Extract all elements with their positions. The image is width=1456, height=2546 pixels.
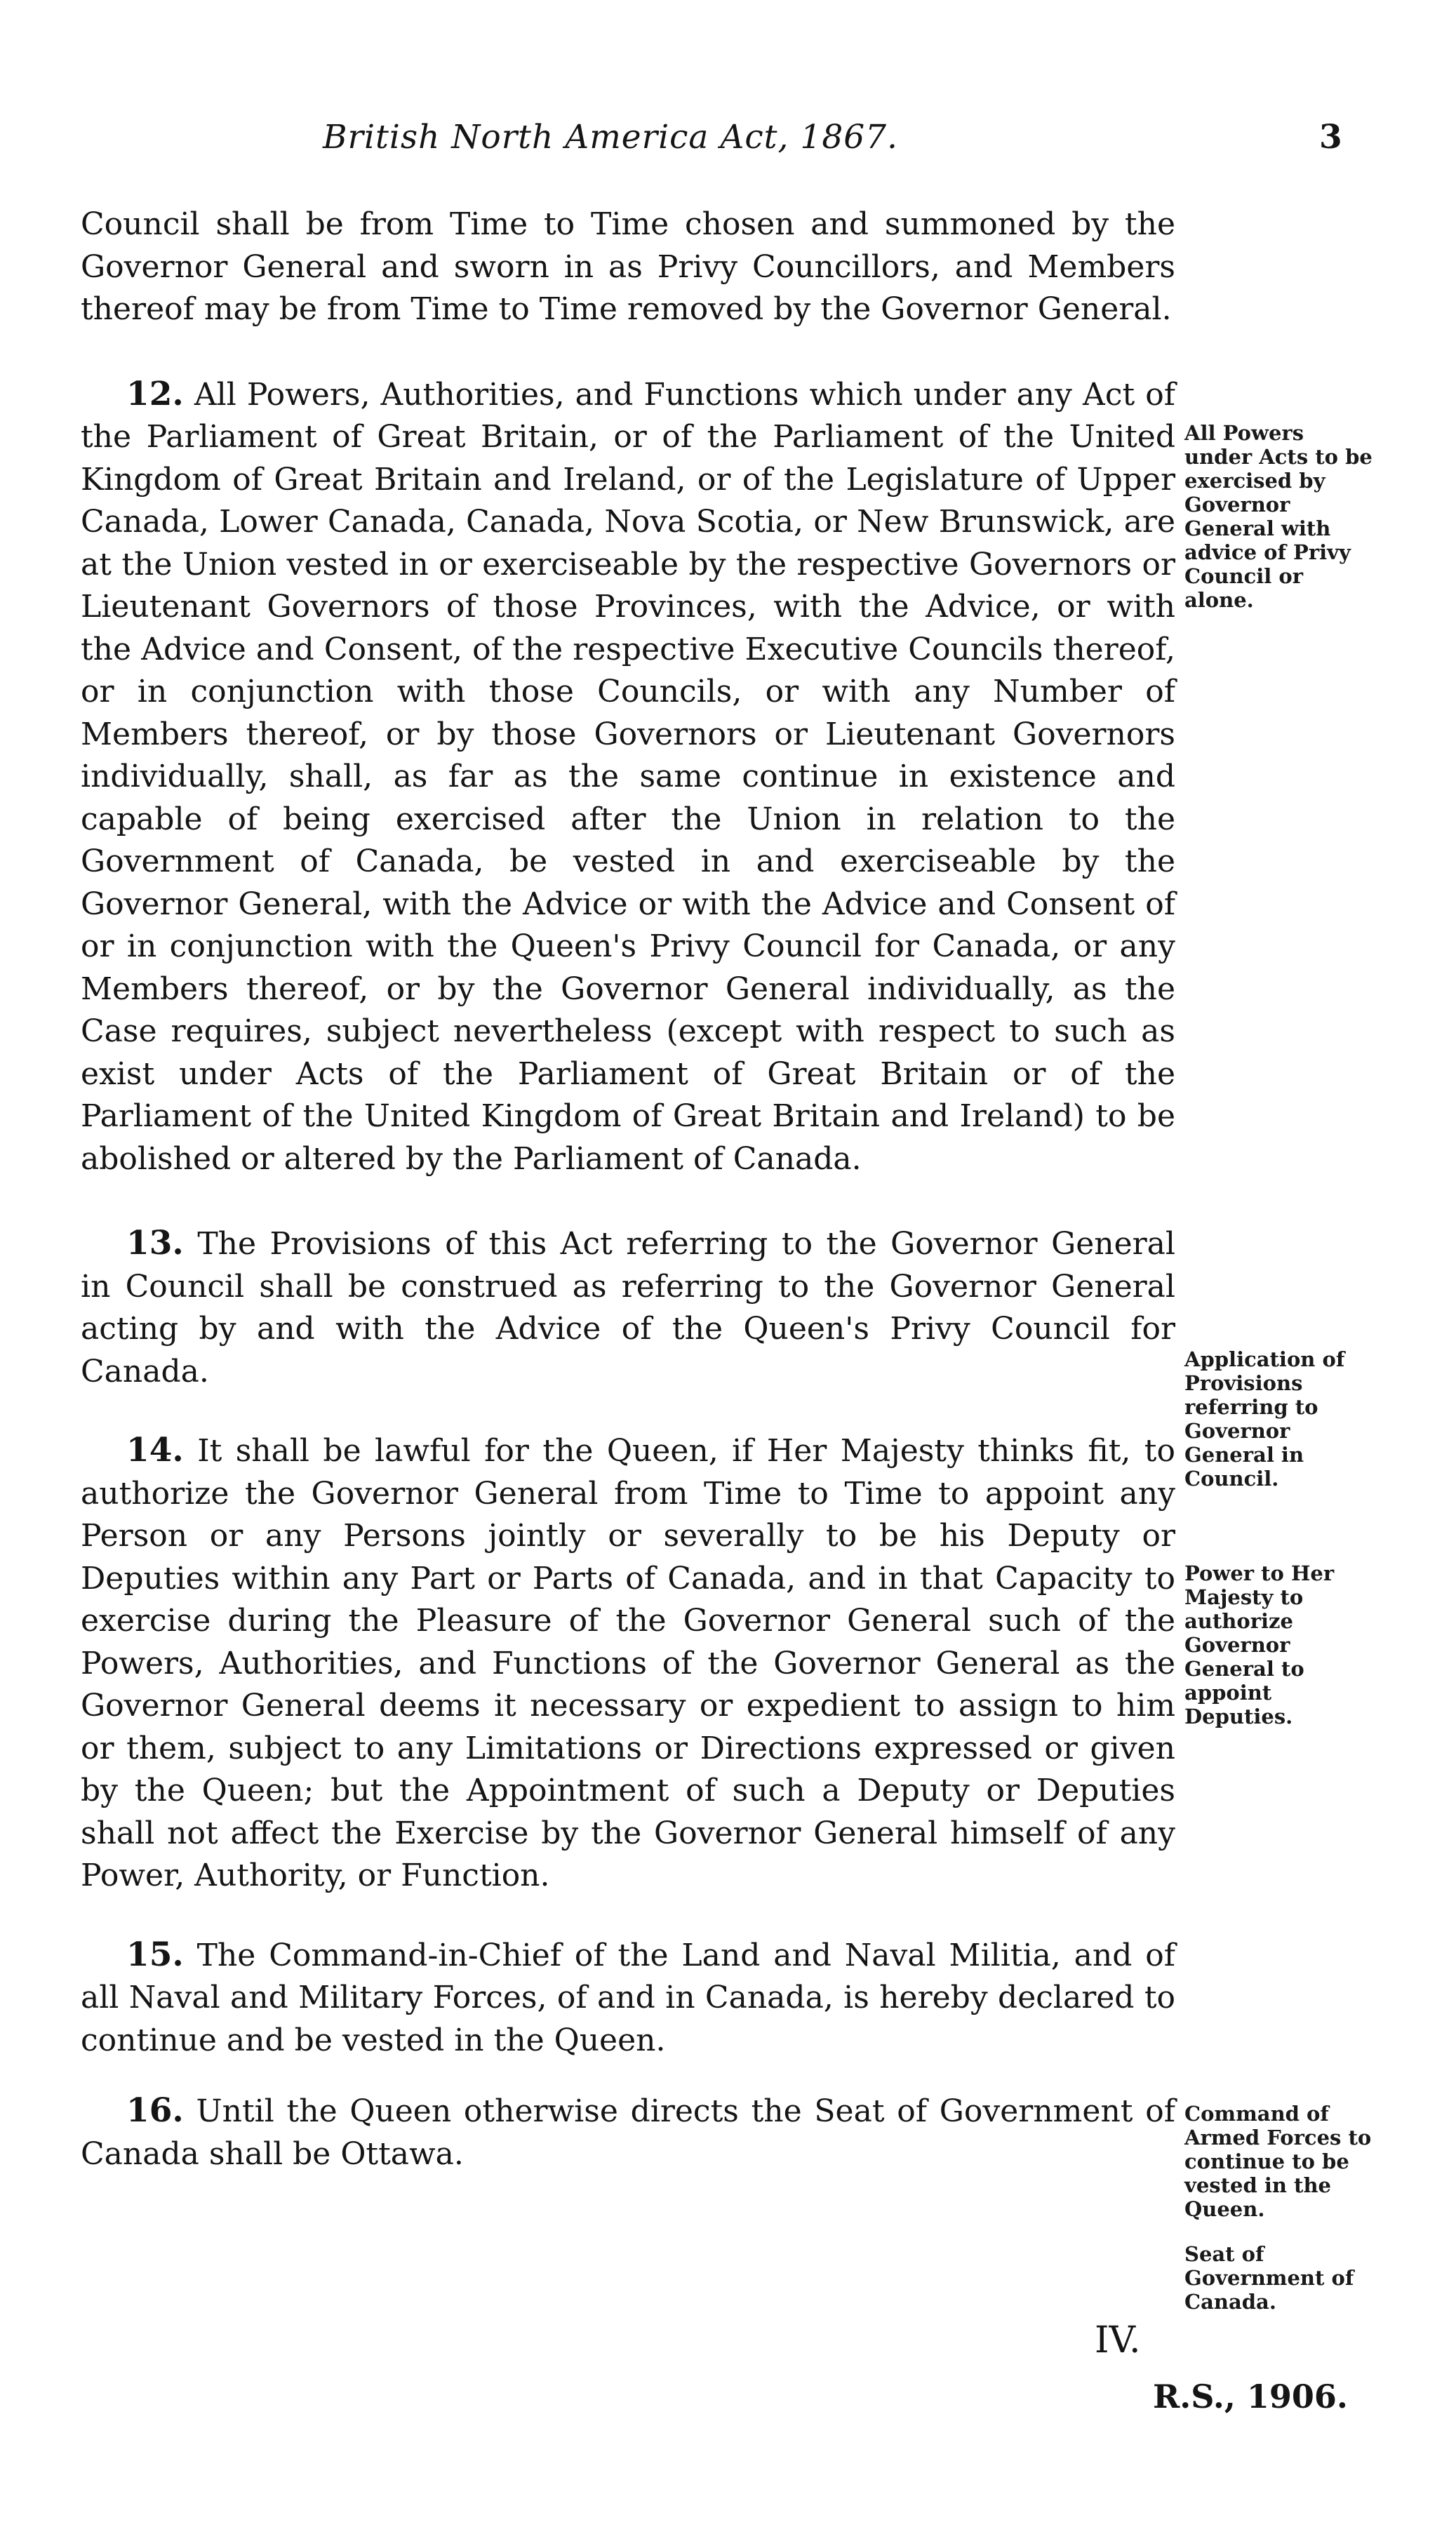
section-text: The Provisions of this Act referring to the Governor General in Council shall be construed as referring to the Governor General acting by and with the Advice of the Queen's Privy Council for Canada. (81, 1226, 1175, 1389)
margin-note-s12: All Powers under Acts to be exercised by Governor General with advice of Privy Council or alone. (1184, 421, 1372, 612)
section-text: The Command-in-Chief of the Land and Naval Militia, and of all Naval and Military Forces, of and in Canada, is hereby declared to continue and be vested in the Queen. (81, 1937, 1175, 2058)
section-number: 12. (126, 374, 184, 413)
section-number: 13. (126, 1224, 184, 1262)
margin-note-s15: Command of Armed Forces to continue to be vested in the Queen. (1184, 2102, 1372, 2221)
revision-reference: R.S., 1906. (1153, 2378, 1348, 2415)
page-number: 3 (1319, 118, 1342, 156)
section-14 (81, 1429, 1175, 1898)
section-number: 15. (126, 1935, 184, 1974)
running-title: British North America Act, 1867. (323, 118, 898, 156)
section-12 (81, 373, 1175, 1181)
main-text (81, 204, 1175, 2175)
section-number: 16. (126, 2091, 184, 2130)
margin-note-s14: Power to Her Majesty to authorize Governor General to appoint Deputies. (1184, 1561, 1335, 1728)
section-16 (81, 2090, 1175, 2175)
signature-mark: IV. (1095, 2319, 1141, 2361)
section-text: It shall be lawful for the Queen, if Her Majesty thinks fit, to authorize the Governor General from Time to Time to appoint any Person or any Persons jointly or severally to be his Deputy or Deputies within any Part or Parts of Canada, and in that Capacity to exercise during the Pleasure of the Governor General such of the Powers, Authorities, and Functions of the Governor General as the Governor General deems it necessary or expedient to assign to him or them, subject to any Limitations or Directions expressed or given by the Queen; but the Appointment of such a Deputy or Deputies shall not affect the Exercise by the Governor General himself of any Power, Authority, or Function. (81, 1433, 1175, 1893)
section-text: Until the Queen otherwise directs the Seat of Government of Canada shall be Ottawa. (81, 2093, 1175, 2172)
margin-note-s13: Application of Provisions referring to Governor General in Council. (1184, 1347, 1345, 1491)
section-15 (81, 1934, 1175, 2062)
section-13 (81, 1222, 1175, 1393)
margin-note-s16: Seat of Government of Canada. (1184, 2242, 1354, 2314)
section-text: All Powers, Authorities, and Functions which under any Act of the Parliament of Great Britain, or of the Parliament of the United Kingdom of Great Britain and Ireland, or of the Legislature of Upper Canada, Lower Canada, Canada, Nova Scotia, or New Brunswick, are at the Union vested in or exerciseable by the respective Governors or Lieutenant Governors of those Provinces, with the Advice, or with the Advice and Consent, of the respective Executive Councils thereof, or in conjunction with those Councils, or with any Number of Members thereof, or by those Governors or Lieutenant Governors individually, shall, as far as the same continue in existence and capable of being exercised after the Union in relation to the Government of Canada, be vested in and exerciseable by the Governor General, with the Advice or with the Advice and Consent of or in conjunction with the Queen's Privy Council for Canada, or any Members thereof, or by the Governor General individually, as the Case requires, subject nevertheless (except with respect to such as exist under Acts of the Parliament of Great Britain or of the Parliament of the United Kingdom of Great Britain and Ireland) to be abolished or altered by the Parliament of Canada. (81, 376, 1175, 1177)
intro-paragraph: Council shall be from Time to Time chosen and summoned by the Governor General and sworn in as Privy Councillors, and Members thereof may be from Time to Time removed by the Governor General. (81, 206, 1175, 327)
section-number: 14. (126, 1431, 184, 1469)
